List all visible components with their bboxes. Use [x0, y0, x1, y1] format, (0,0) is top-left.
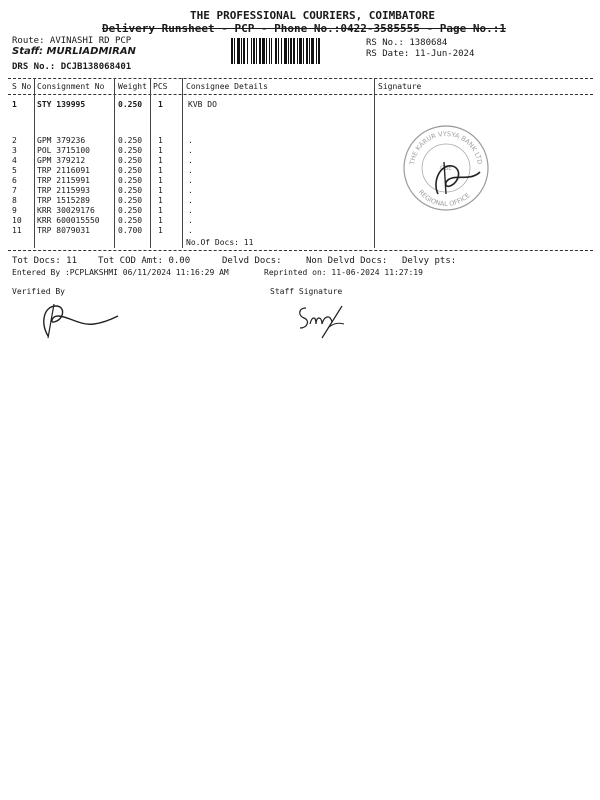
- row-consignment-no: KRR 30029176: [37, 206, 95, 215]
- table-header-rule: [8, 94, 593, 95]
- barcode-bar: [318, 38, 320, 64]
- barcode-image: [231, 38, 359, 64]
- row-consignment-no: TRP 8079031: [37, 226, 90, 235]
- barcode-bar: [281, 38, 282, 64]
- row-sno: 9: [12, 206, 17, 215]
- rs-date: RS Date: 11-Jun-2024: [366, 49, 475, 59]
- staff-handwritten-signature: [292, 298, 348, 342]
- row-sno: 8: [12, 196, 17, 205]
- barcode-bar: [299, 38, 302, 64]
- barcode-bar: [241, 38, 242, 64]
- row-consignee: .: [188, 196, 193, 205]
- col-header-consignee: Consignee Details: [186, 82, 268, 91]
- stamp-center-text: CBE: [440, 165, 453, 172]
- row-consignment-no: STY 139995: [37, 100, 86, 109]
- barcode-bar: [231, 38, 233, 64]
- row-weight: 0.700: [118, 226, 143, 235]
- staff-label: Staff: MURLIADMIRAN: [12, 46, 136, 57]
- row-consignee: .: [188, 156, 193, 165]
- col-header-pcs: PCS: [153, 82, 168, 91]
- row-sno: 11: [12, 226, 22, 235]
- barcode-bar: [278, 38, 279, 64]
- column-divider: [34, 78, 35, 248]
- row-consignment-no: GPM 379236: [37, 136, 86, 145]
- barcode-bar: [311, 38, 314, 64]
- col-header-consignment: Consignment No: [37, 82, 105, 91]
- barcode-bar: [251, 38, 252, 64]
- row-consignee: .: [188, 226, 193, 235]
- row-consignee: .: [188, 216, 193, 225]
- barcode-bar: [293, 38, 295, 64]
- column-divider: [182, 78, 183, 248]
- row-weight: 0.250: [118, 196, 143, 205]
- row-weight: 0.250: [118, 166, 143, 175]
- barcode-bar: [253, 38, 255, 64]
- row-sno: 6: [12, 176, 17, 185]
- row-pcs: 1: [158, 146, 163, 155]
- row-consignee: .: [188, 176, 193, 185]
- table-top-rule: [8, 78, 593, 79]
- row-weight: 0.250: [118, 176, 143, 185]
- row-pcs: 1: [158, 136, 163, 145]
- row-consignment-no: TRP 2115993: [37, 186, 90, 195]
- row-weight: 0.250: [118, 136, 143, 145]
- table-bottom-rule: [8, 250, 593, 251]
- barcode-bar: [309, 38, 310, 64]
- non-delivered-docs: Non Delvd Docs:: [306, 256, 388, 266]
- row-weight: 0.250: [118, 186, 143, 195]
- row-pcs: 1: [158, 186, 163, 195]
- barcode-bar: [266, 38, 267, 64]
- row-consignment-no: POL 3715100: [37, 146, 90, 155]
- verified-by-label: Verified By: [12, 287, 65, 296]
- row-consignee: .: [188, 166, 193, 175]
- row-consignment-no: GPM 379212: [37, 156, 86, 165]
- row-weight: 0.250: [118, 216, 143, 225]
- barcode-bar: [256, 38, 257, 64]
- row-weight: 0.250: [118, 156, 143, 165]
- row-weight: 0.250: [118, 206, 143, 215]
- stamp-bottom-text: REGIONAL OFFICE: [416, 188, 472, 209]
- barcode-bar: [284, 38, 287, 64]
- route-label: Route: AVINASHI RD PCP: [12, 36, 132, 46]
- barcode-bar: [303, 38, 304, 64]
- row-sno: 4: [12, 156, 17, 165]
- row-consignment-no: TRP 2115991: [37, 176, 90, 185]
- row-sno: 10: [12, 216, 22, 225]
- bank-seal-stamp: [400, 122, 492, 214]
- barcode-bar: [275, 38, 277, 64]
- barcode-bar: [306, 38, 308, 64]
- rs-number: RS No.: 1380684: [366, 38, 448, 48]
- barcode-bar: [237, 38, 240, 64]
- row-pcs: 1: [158, 176, 163, 185]
- col-header-weight: Weight: [118, 82, 147, 91]
- row-pcs: 1: [158, 156, 163, 165]
- row-weight: 0.250: [118, 146, 143, 155]
- row-consignment-no: TRP 1515289: [37, 196, 90, 205]
- barcode-bar: [271, 38, 272, 64]
- row-consignee: KVB DO: [188, 100, 217, 109]
- reprinted-on: Reprinted on: 11-06-2024 11:27:19: [264, 268, 423, 277]
- staff-signature-label: Staff Signature: [270, 287, 343, 296]
- barcode-bar: [262, 38, 265, 64]
- row-sno: 3: [12, 146, 17, 155]
- row-pcs: 1: [158, 100, 163, 109]
- row-pcs: 1: [158, 196, 163, 205]
- row-pcs: 1: [158, 216, 163, 225]
- row-consignee: .: [188, 206, 193, 215]
- runsheet-subtitle: Delivery Runsheet - PCP - Phone No.:0422-3585555 - Page No.:1: [102, 22, 506, 35]
- row-pcs: 1: [158, 206, 163, 215]
- row-weight: 0.250: [118, 100, 143, 109]
- barcode-bar: [290, 38, 292, 64]
- barcode-bar: [243, 38, 245, 64]
- row-consignee: .: [188, 136, 193, 145]
- delivery-points: Delvy pts:: [402, 256, 457, 266]
- row-consignment-no: TRP 2116091: [37, 166, 90, 175]
- row-sno: 7: [12, 186, 17, 195]
- tot-cod-amount: Tot COD Amt: 0.00: [98, 256, 191, 266]
- row-sno: 2: [12, 136, 17, 145]
- col-header-sno: S No: [12, 82, 32, 91]
- barcode-bar: [297, 38, 298, 64]
- barcode-bar: [316, 38, 317, 64]
- stamp-top-text: THE KARUR VYSYA BANK LTD: [408, 129, 484, 166]
- no-of-docs: No.Of Docs: 11: [186, 238, 254, 247]
- drs-number: DRS No.: DCJB138068401: [12, 62, 132, 72]
- column-divider: [114, 78, 115, 248]
- column-divider: [150, 78, 151, 248]
- document-title: THE PROFESSIONAL COURIERS, COIMBATORE: [190, 9, 436, 22]
- row-pcs: 1: [158, 226, 163, 235]
- row-sno: 5: [12, 166, 17, 175]
- barcode-bar: [269, 38, 270, 64]
- row-consignee: .: [188, 186, 193, 195]
- barcode-bar: [234, 38, 235, 64]
- row-pcs: 1: [158, 166, 163, 175]
- col-header-signature: Signature: [378, 82, 422, 91]
- delivered-docs: Delvd Docs:: [222, 256, 282, 266]
- verifier-signature: [36, 300, 122, 342]
- row-consignee: .: [188, 146, 193, 155]
- row-consignment-no: KRR 600015550: [37, 216, 100, 225]
- column-divider: [374, 78, 375, 248]
- barcode-bar: [288, 38, 289, 64]
- barcode-bar: [247, 38, 248, 64]
- row-sno: 1: [12, 100, 17, 109]
- tot-docs: Tot Docs: 11: [12, 256, 78, 266]
- barcode-bar: [259, 38, 261, 64]
- entered-by: Entered By :PCPLAKSHMI 06/11/2024 11:16:29 AM: [12, 268, 229, 277]
